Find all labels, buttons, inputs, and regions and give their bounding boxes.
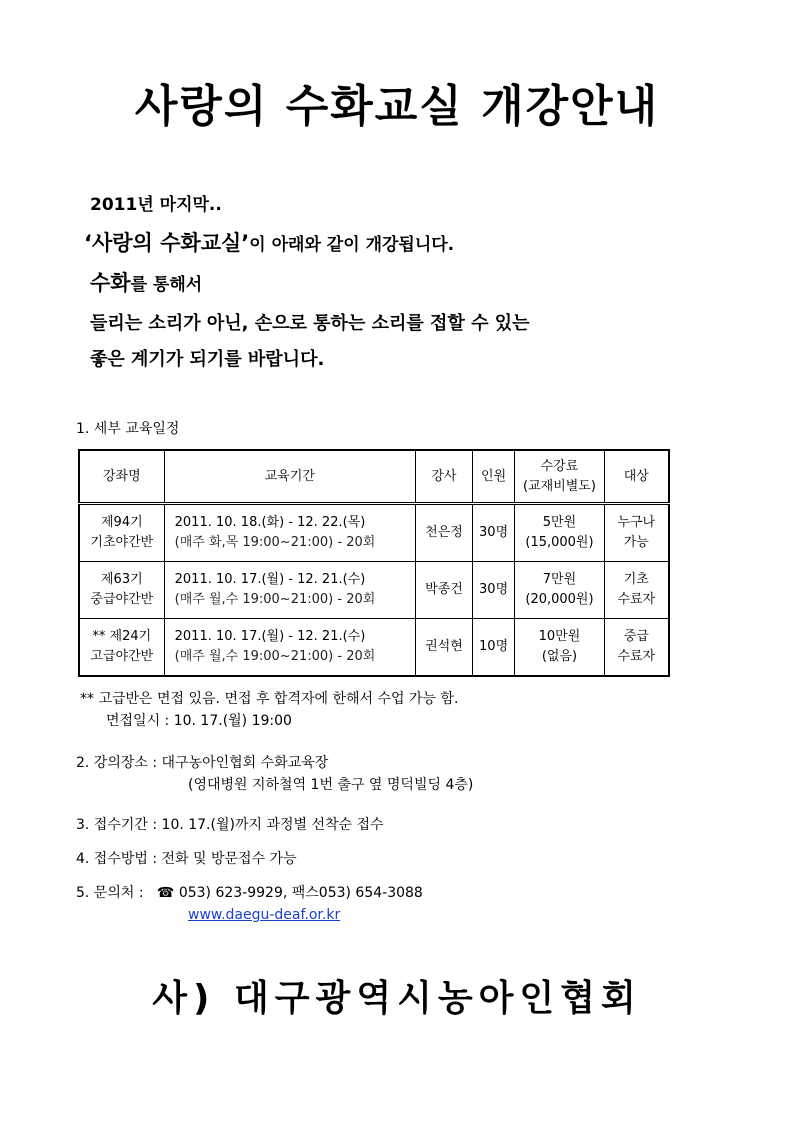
target-line-1: 기초 [623, 572, 649, 587]
intro-line-3-rest: 를 통해서 [130, 275, 203, 295]
instructor-cell: 천은정 [416, 504, 473, 562]
fee-cell [515, 562, 604, 619]
capacity-cell: 30명 [472, 562, 515, 619]
capacity-cell: 30명 [472, 504, 515, 562]
course-level: 기초야간반 [90, 535, 154, 550]
target-line-2: 가능 [623, 535, 649, 550]
course-name-cell [79, 504, 164, 562]
interview-note [80, 688, 458, 732]
fee-amount: 7만원 [542, 572, 577, 587]
period-schedule: (매주 월,수 19:00~21:00) - 20회 [174, 592, 376, 607]
section-registration-method [76, 848, 297, 870]
table-header-row [79, 450, 669, 504]
target-cell [604, 562, 669, 619]
intro-line-4: 들리는 소리가 아닌, 손으로 통하는 소리를 접할 수 있는 [90, 313, 530, 334]
instructor-cell: 박종건 [416, 562, 473, 619]
venue-label: 2. 강의장소 : [76, 755, 158, 771]
schedule-table [78, 449, 670, 677]
section-schedule-heading: 1. 세부 교육일정 [76, 421, 180, 437]
instructor-cell: 권석현 [416, 619, 473, 677]
course-level: 고급야간반 [90, 649, 154, 664]
venue-directions: (영대병원 지하철역 1번 출구 옆 명덕빌딩 4층) [188, 777, 474, 793]
period-cell [164, 562, 415, 619]
intro-line-5: 좋은 계기가 되기를 바랍니다. [90, 349, 325, 370]
header-course: 강좌명 [79, 450, 164, 504]
course-number: 제94기 [100, 515, 143, 530]
registration-method-label: 4. 접수방법 : [76, 851, 158, 867]
period-dates: 2011. 10. 17.(월) - 12. 21.(수) [174, 572, 366, 587]
intro-line-3 [90, 267, 530, 297]
period-cell [164, 619, 415, 677]
fee-cell [515, 504, 604, 562]
intro-line-3-main: 수화 [90, 271, 131, 295]
target-line-1: 누구나 [617, 515, 656, 530]
header-fee-sub: (교재비별도) [523, 478, 596, 494]
intro-block [84, 190, 530, 371]
section-contact [76, 882, 423, 926]
fee-material: (없음) [541, 649, 578, 664]
header-instructor: 강사 [416, 450, 473, 504]
contact-value: 053) 623-9929, 팩스053) 654-3088 [178, 885, 423, 901]
table-row [79, 562, 669, 619]
registration-period-value: 10. 17.(월)까지 과정별 선착순 접수 [161, 817, 384, 833]
phone-icon: ☎ [156, 885, 175, 901]
header-fee [515, 450, 604, 504]
intro-line-2-main: ‘사랑의 수화교실’ [84, 231, 250, 255]
course-name-cell [79, 619, 164, 677]
venue-value: 대구농아인협회 수화교육장 [161, 755, 329, 771]
intro-line-2-rest: 이 아래와 같이 개강됩니다. [249, 235, 455, 255]
fee-material: (15,000원) [525, 535, 594, 550]
fee-amount: 5만원 [542, 515, 577, 530]
fee-amount: 10만원 [538, 629, 581, 644]
interview-note-line-1: ** 고급반은 면접 있음. 면접 후 합격자에 한해서 수업 가능 함. [80, 691, 459, 707]
target-cell [604, 619, 669, 677]
period-schedule: (매주 화,목 19:00~21:00) - 20회 [174, 535, 376, 550]
course-name-cell [79, 562, 164, 619]
contact-label: 5. 문의처 : [76, 885, 144, 901]
fee-cell [515, 619, 604, 677]
target-line-2: 수료자 [617, 592, 656, 607]
course-level: 중급야간반 [90, 592, 154, 607]
period-dates: 2011. 10. 17.(월) - 12. 21.(수) [174, 629, 366, 644]
course-number: 제63기 [100, 572, 143, 587]
interview-date: 면접일시 : 10. 17.(월) 19:00 [106, 713, 292, 729]
header-period: 교육기간 [164, 450, 415, 504]
intro-line-1: 2011년 마지막.. [90, 195, 222, 215]
target-cell [604, 504, 669, 562]
section-registration-period [76, 814, 384, 836]
target-line-1: 중급 [623, 629, 649, 644]
course-number: ** 제24기 [92, 629, 152, 644]
intro-line-2 [84, 227, 530, 257]
organization-name: 사) 대구광역시농아인협회 [152, 978, 642, 1019]
header-capacity: 인원 [472, 450, 515, 504]
website-link[interactable]: www.daegu-deaf.or.kr [188, 907, 341, 923]
registration-method-value: 전화 및 방문접수 가능 [161, 851, 297, 867]
registration-period-label: 3. 접수기간 : [76, 817, 158, 833]
page-title: 사랑의 수화교실 개강안내 [134, 81, 660, 132]
fee-material: (20,000원) [525, 592, 594, 607]
period-cell [164, 504, 415, 562]
header-target: 대상 [604, 450, 669, 504]
target-line-2: 수료자 [617, 649, 656, 664]
period-schedule: (매주 월,수 19:00~21:00) - 20회 [174, 649, 376, 664]
table-row [79, 619, 669, 677]
table-row [79, 504, 669, 562]
capacity-cell: 10명 [472, 619, 515, 677]
period-dates: 2011. 10. 18.(화) - 12. 22.(목) [174, 515, 366, 530]
header-fee-label: 수강료 [540, 458, 579, 474]
section-venue [76, 752, 473, 796]
